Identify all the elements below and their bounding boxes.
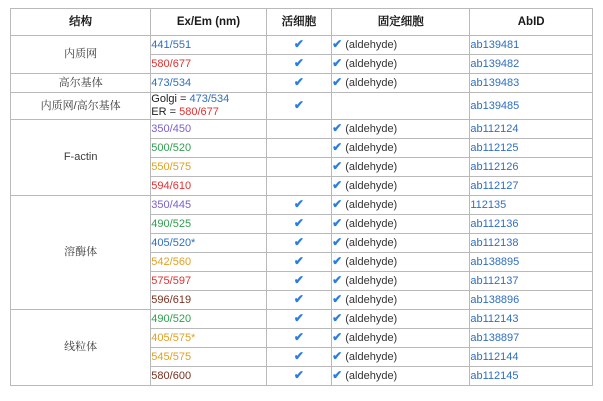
exem-value: 490/525 bbox=[151, 217, 192, 230]
check-icon: ✔ bbox=[332, 292, 343, 306]
cell-excitation-emission bbox=[151, 272, 266, 291]
cell-abid[interactable]: ab112136 bbox=[470, 215, 593, 234]
cell-abid[interactable]: ab112144 bbox=[470, 348, 593, 367]
check-icon: ✔ bbox=[332, 197, 343, 211]
cell-excitation-emission bbox=[151, 234, 266, 253]
cell-abid[interactable]: ab139483 bbox=[470, 74, 593, 93]
cell-abid[interactable]: ab138897 bbox=[470, 329, 593, 348]
exem-value: 441/551 bbox=[151, 38, 192, 51]
cell-fixed-cells bbox=[332, 234, 470, 253]
cell-live-cells bbox=[266, 253, 331, 272]
cell-excitation-emission bbox=[151, 120, 266, 139]
check-icon: ✔ bbox=[293, 37, 304, 51]
check-icon: ✔ bbox=[332, 330, 343, 344]
cell-excitation-emission bbox=[151, 139, 266, 158]
cell-live-cells bbox=[266, 367, 331, 386]
check-icon: ✔ bbox=[332, 273, 343, 287]
cell-structure: 高尔基体 bbox=[11, 74, 151, 93]
fixative-label: (aldehyde) bbox=[342, 77, 398, 89]
fixative-label: (aldehyde) bbox=[342, 332, 398, 344]
table-row bbox=[11, 74, 593, 93]
cell-live-cells bbox=[266, 310, 331, 329]
cell-abid[interactable]: ab112138 bbox=[470, 234, 593, 253]
check-icon: ✔ bbox=[332, 75, 343, 89]
table-row bbox=[11, 310, 593, 329]
cell-excitation-emission bbox=[151, 36, 266, 55]
cell-abid[interactable]: ab112127 bbox=[470, 177, 593, 196]
fixative-label: (aldehyde) bbox=[342, 351, 398, 363]
cell-fixed-cells bbox=[332, 93, 470, 120]
cell-live-cells bbox=[266, 177, 331, 196]
cell-live-cells bbox=[266, 36, 331, 55]
table-row bbox=[11, 36, 593, 55]
column-header-fixed-cells: 固定细胞 bbox=[332, 9, 470, 36]
cell-excitation-emission bbox=[151, 367, 266, 386]
exem-value: 545/575 bbox=[151, 350, 192, 363]
check-icon: ✔ bbox=[332, 216, 343, 230]
check-icon: ✔ bbox=[332, 140, 343, 154]
cell-live-cells bbox=[266, 93, 331, 120]
cell-abid[interactable]: ab112126 bbox=[470, 158, 593, 177]
cell-structure: 内质网 bbox=[11, 36, 151, 74]
cell-abid[interactable]: ab138895 bbox=[470, 253, 593, 272]
column-header-exem: Ex/Em (nm) bbox=[151, 9, 266, 36]
exem-value: 594/610 bbox=[151, 179, 192, 192]
check-icon: ✔ bbox=[293, 254, 304, 268]
exem-value: 473/534 bbox=[151, 76, 192, 89]
cell-abid[interactable]: ab138896 bbox=[470, 291, 593, 310]
check-icon: ✔ bbox=[332, 121, 343, 135]
check-icon: ✔ bbox=[332, 349, 343, 363]
cell-fixed-cells bbox=[332, 348, 470, 367]
exem-value: 596/619 bbox=[151, 293, 192, 306]
cell-fixed-cells bbox=[332, 120, 470, 139]
cell-abid[interactable]: ab139481 bbox=[470, 36, 593, 55]
cell-excitation-emission bbox=[151, 196, 266, 215]
table-head bbox=[11, 9, 593, 36]
cell-fixed-cells bbox=[332, 329, 470, 348]
check-icon: ✔ bbox=[293, 75, 304, 89]
check-icon: ✔ bbox=[332, 56, 343, 70]
cell-fixed-cells bbox=[332, 310, 470, 329]
exem-value: 542/560 bbox=[151, 255, 192, 268]
fixative-label: (aldehyde) bbox=[342, 294, 398, 306]
check-icon: ✔ bbox=[293, 98, 304, 112]
fixative-label: (aldehyde) bbox=[342, 313, 398, 325]
cell-excitation-emission bbox=[151, 177, 266, 196]
cell-abid[interactable]: 112135 bbox=[470, 196, 593, 215]
table-row bbox=[11, 93, 593, 120]
cell-fixed-cells bbox=[332, 55, 470, 74]
fixative-label: (aldehyde) bbox=[342, 218, 398, 230]
cell-fixed-cells bbox=[332, 215, 470, 234]
check-icon: ✔ bbox=[293, 235, 304, 249]
cell-structure: 线粒体 bbox=[11, 310, 151, 386]
fixative-label: (aldehyde) bbox=[342, 256, 398, 268]
fixative-label: (aldehyde) bbox=[342, 275, 398, 287]
exem-value: 405/520* bbox=[151, 236, 196, 249]
exem-value: 350/450 bbox=[151, 122, 192, 135]
column-header-structure: 结构 bbox=[11, 9, 151, 36]
cell-abid[interactable]: ab112143 bbox=[470, 310, 593, 329]
table-header-row bbox=[11, 9, 593, 36]
cell-live-cells bbox=[266, 234, 331, 253]
check-icon: ✔ bbox=[293, 311, 304, 325]
cell-fixed-cells bbox=[332, 196, 470, 215]
fixative-label: (aldehyde) bbox=[342, 123, 398, 135]
exem-value: 550/575 bbox=[151, 160, 192, 173]
cell-excitation-emission bbox=[151, 253, 266, 272]
check-icon: ✔ bbox=[293, 349, 304, 363]
check-icon: ✔ bbox=[293, 330, 304, 344]
cell-live-cells bbox=[266, 120, 331, 139]
check-icon: ✔ bbox=[293, 292, 304, 306]
check-icon: ✔ bbox=[293, 56, 304, 70]
fixative-label: (aldehyde) bbox=[342, 142, 398, 154]
cell-live-cells bbox=[266, 329, 331, 348]
check-icon: ✔ bbox=[332, 235, 343, 249]
column-header-live-cells: 活细胞 bbox=[266, 9, 331, 36]
cell-fixed-cells bbox=[332, 291, 470, 310]
cell-abid[interactable]: ab139482 bbox=[470, 55, 593, 74]
cell-fixed-cells bbox=[332, 139, 470, 158]
cell-structure: 内质网/高尔基体 bbox=[11, 93, 151, 120]
cell-live-cells bbox=[266, 272, 331, 291]
fixative-label: (aldehyde) bbox=[342, 180, 398, 192]
exem-value: 580/600 bbox=[151, 369, 192, 382]
fluorescent-dye-table bbox=[10, 8, 593, 386]
exem-value: 580/677 bbox=[151, 57, 192, 70]
cell-live-cells bbox=[266, 74, 331, 93]
cell-fixed-cells bbox=[332, 177, 470, 196]
check-icon: ✔ bbox=[332, 254, 343, 268]
cell-abid[interactable]: ab139485 bbox=[470, 93, 593, 120]
cell-fixed-cells bbox=[332, 253, 470, 272]
exem-value: 350/445 bbox=[151, 198, 192, 211]
cell-abid[interactable]: ab112124 bbox=[470, 120, 593, 139]
fixative-label: (aldehyde) bbox=[342, 161, 398, 173]
cell-fixed-cells bbox=[332, 158, 470, 177]
check-icon: ✔ bbox=[332, 37, 343, 51]
check-icon: ✔ bbox=[332, 311, 343, 325]
exem-value: 500/520 bbox=[151, 141, 192, 154]
cell-abid[interactable]: ab112145 bbox=[470, 367, 593, 386]
exem-line: ER = 580/677 bbox=[151, 106, 219, 118]
exem-line: Golgi = 473/534 bbox=[151, 93, 230, 105]
check-icon: ✔ bbox=[332, 368, 343, 382]
cell-fixed-cells bbox=[332, 272, 470, 291]
fixative-label: (aldehyde) bbox=[342, 370, 398, 382]
check-icon: ✔ bbox=[293, 368, 304, 382]
check-icon: ✔ bbox=[332, 178, 343, 192]
cell-abid[interactable]: ab112137 bbox=[470, 272, 593, 291]
check-icon: ✔ bbox=[293, 273, 304, 287]
table-row bbox=[11, 120, 593, 139]
cell-live-cells bbox=[266, 55, 331, 74]
cell-live-cells bbox=[266, 348, 331, 367]
cell-live-cells bbox=[266, 196, 331, 215]
exem-value: 490/520 bbox=[151, 312, 192, 325]
check-icon: ✔ bbox=[293, 197, 304, 211]
cell-excitation-emission bbox=[151, 348, 266, 367]
cell-structure: F-actin bbox=[11, 120, 151, 196]
fixative-label: (aldehyde) bbox=[342, 58, 398, 70]
cell-live-cells bbox=[266, 291, 331, 310]
fixative-label: (aldehyde) bbox=[342, 39, 398, 51]
cell-structure: 溶酶体 bbox=[11, 196, 151, 310]
check-icon: ✔ bbox=[293, 216, 304, 230]
cell-live-cells bbox=[266, 158, 331, 177]
table-body bbox=[11, 36, 593, 386]
fixative-label: (aldehyde) bbox=[342, 199, 398, 211]
cell-excitation-emission bbox=[151, 310, 266, 329]
cell-abid[interactable]: ab112125 bbox=[470, 139, 593, 158]
cell-excitation-emission bbox=[151, 158, 266, 177]
check-icon: ✔ bbox=[332, 159, 343, 173]
cell-excitation-emission bbox=[151, 74, 266, 93]
cell-fixed-cells bbox=[332, 36, 470, 55]
cell-excitation-emission bbox=[151, 215, 266, 234]
exem-value: 575/597 bbox=[151, 274, 192, 287]
cell-excitation-emission bbox=[151, 329, 266, 348]
column-header-abid: AbID bbox=[470, 9, 593, 36]
cell-fixed-cells bbox=[332, 74, 470, 93]
cell-fixed-cells bbox=[332, 367, 470, 386]
cell-excitation-emission bbox=[151, 93, 266, 120]
cell-excitation-emission bbox=[151, 291, 266, 310]
exem-value: 405/575* bbox=[151, 331, 196, 344]
cell-live-cells bbox=[266, 139, 331, 158]
cell-live-cells bbox=[266, 215, 331, 234]
table-row bbox=[11, 196, 593, 215]
cell-excitation-emission bbox=[151, 55, 266, 74]
fixative-label: (aldehyde) bbox=[342, 237, 398, 249]
